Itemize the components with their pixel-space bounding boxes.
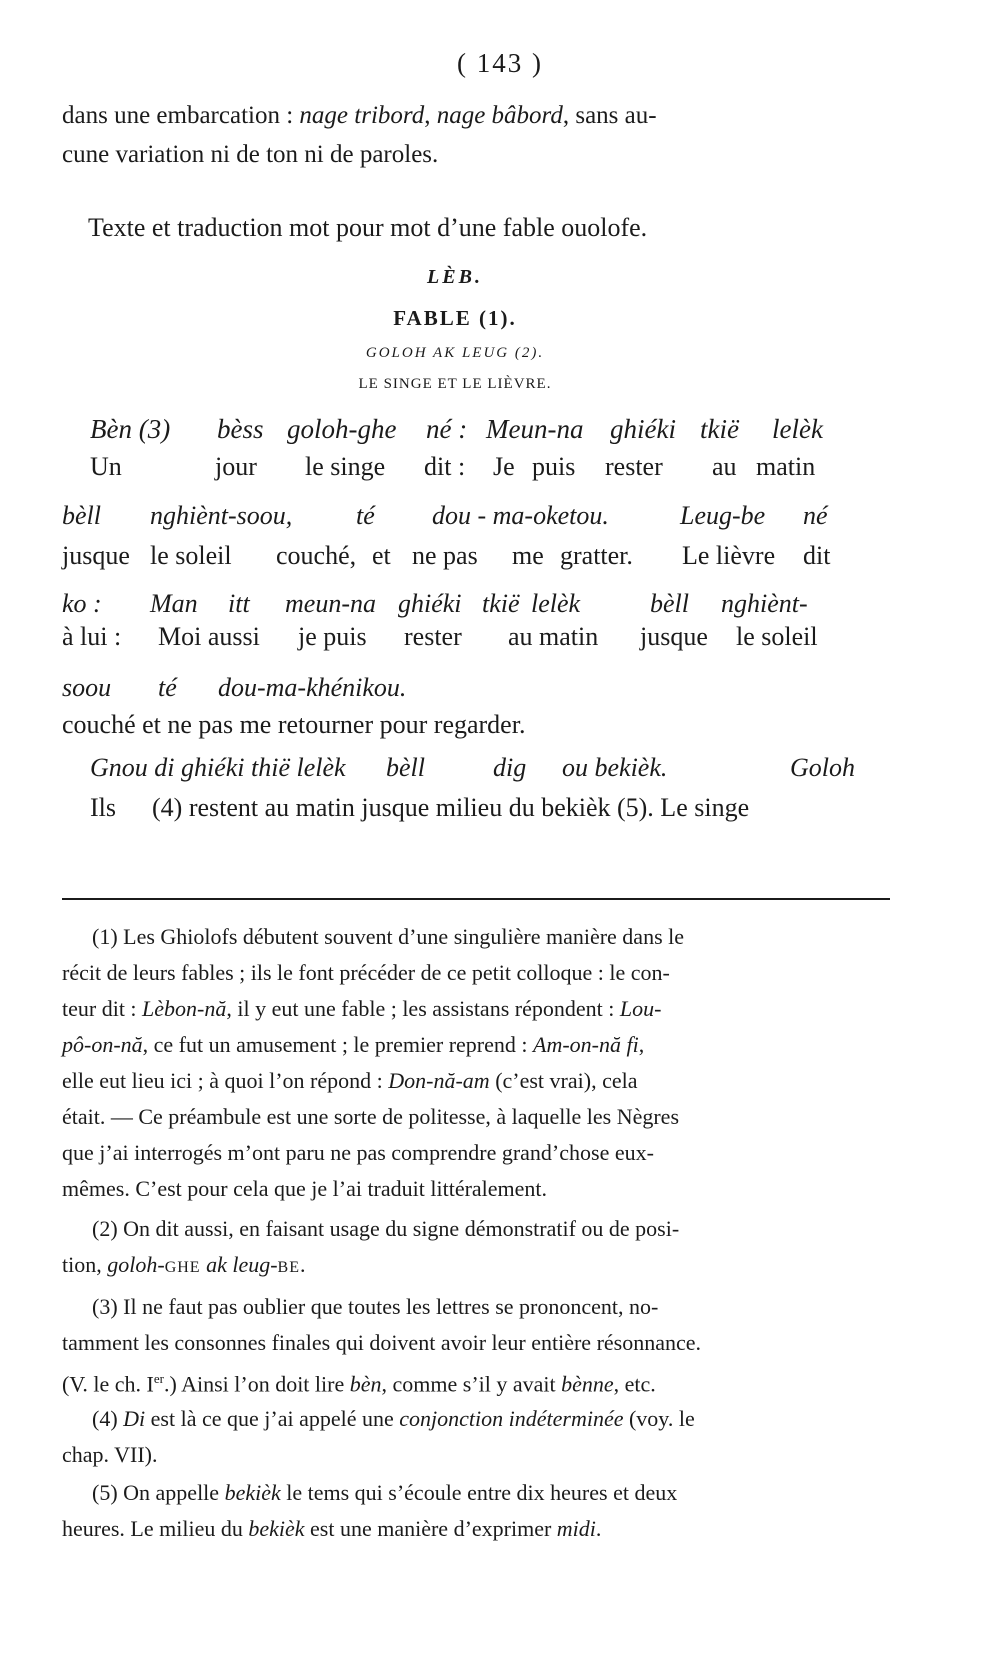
footnote-line: était. — Ce préambule est une sorte de politesse, à laquelle les Nègres [62, 1104, 680, 1129]
footnote-text: . [595, 1516, 602, 1541]
footnote-term: Don-nă-am [388, 1068, 490, 1093]
wolof-word: itt [228, 589, 250, 618]
footnote-text: (voy. le [623, 1406, 695, 1431]
footnote-text: , [638, 1032, 645, 1057]
intro-line-2: cune variation ni de ton ni de paroles. [62, 141, 439, 168]
footnote-term: midi [556, 1516, 596, 1541]
footnote-text: teur dit : [62, 996, 143, 1021]
intro-text: , [424, 102, 437, 129]
wolof-word: dig [493, 753, 527, 782]
french-word: gratter. [560, 541, 633, 570]
wolof-title: LÈB. [427, 266, 483, 288]
footnote-term: Lèbon-nă [142, 996, 227, 1021]
footnote-text: . [300, 1252, 306, 1277]
footnote-term: GHE [164, 1259, 201, 1276]
page-number: ( 143 ) [457, 48, 543, 78]
wolof-word: goloh-ghe [287, 414, 397, 444]
footnote-text: .) Ainsi l’on doit lire [163, 1371, 350, 1397]
footnote-term: BE [277, 1259, 300, 1276]
wolof-word: lelèk [531, 589, 581, 618]
footnote-text: , etc. [613, 1371, 656, 1397]
french-word: au [712, 452, 737, 481]
wolof-word: Leug-be [680, 501, 766, 530]
wolof-word: té [158, 673, 177, 702]
wolof-word: bèll [650, 589, 689, 618]
footnote-line [62, 1512, 890, 1546]
wolof-word: Gnou di ghiéki thië lelèk [90, 753, 346, 782]
footnote-text: (4) [92, 1406, 124, 1431]
french-word: Le lièvre [682, 541, 776, 570]
footnote-term: bekièk [248, 1516, 305, 1541]
french-word: (4) restent au matin jusque milieu du bekièk (5). Le singe [152, 793, 750, 822]
footnote-line: (1) Les Ghiolofs débutent souvent d’une singulière manière dans le [92, 924, 685, 949]
french-word: le soleil [150, 541, 232, 570]
wolof-word: nghiènt- [721, 589, 808, 618]
wolof-word: bèll [62, 501, 101, 530]
footnote-text: (5) On appelle [92, 1480, 225, 1505]
wolof-word: nghiènt-soou, [150, 501, 293, 530]
footnote-text: heures. Le milieu du [62, 1516, 249, 1541]
footnote-text: tion, [62, 1252, 108, 1277]
wolof-word: dou-ma-khénikou. [218, 673, 407, 702]
wolof-word: té [356, 501, 375, 530]
section-heading: Texte et traduction mot pour mot d’une fable ouolofe. [88, 213, 648, 242]
wolof-word: ghiéki [610, 414, 676, 444]
footnote-term: conjonction indéterminée [399, 1406, 624, 1431]
french-word: jusque [640, 622, 708, 651]
wolof-word: tkië [700, 414, 739, 444]
interlinear-french-4: couché et ne pas me retourner pour regarder. [62, 710, 526, 739]
french-word: je puis [298, 622, 367, 651]
wolof-word: Goloh [790, 753, 855, 782]
footnote-term: bekièk [224, 1480, 281, 1505]
footnote-line [62, 1028, 890, 1062]
french-word: Je [493, 452, 515, 481]
french-title: FABLE (1). [393, 306, 517, 330]
french-word: Ils [90, 793, 116, 822]
footnote-text: , il y eut une fable ; les assistans répondent : [226, 996, 620, 1021]
footnote-text: ak [200, 1252, 233, 1277]
french-word: le soleil [736, 622, 818, 651]
wolof-word: bèll [386, 753, 425, 782]
footnote-term: Am-on-nă fi [533, 1032, 639, 1057]
footnote-line: (2) On dit aussi, en faisant usage du signe démonstratif ou de posi- [92, 1216, 680, 1241]
footnote-line: tamment les consonnes finales qui doivent avoir leur entière résonnance. [62, 1330, 702, 1355]
intro-line-1 [62, 101, 657, 131]
footnote-line: récit de leurs fables ; ils le font précéder de ce petit colloque : le con- [62, 960, 670, 985]
wolof-word: Bèn (3) [90, 414, 171, 444]
wolof-word: ou bekièk. [562, 753, 668, 782]
french-word: me [512, 541, 544, 570]
intro-term-babord: nage bâbord [436, 102, 563, 129]
footnote-line: (3) Il ne faut pas oublier que toutes les lettres se prononcent, no- [92, 1294, 659, 1319]
footnote-separator [62, 898, 890, 900]
footnote-text: elle eut lieu ici ; à quoi l’on répond : [62, 1068, 389, 1093]
footnote-term: leug- [232, 1252, 278, 1277]
footnote-text: , ce fut un amusement ; le premier reprend : [142, 1032, 534, 1057]
french-word: jusque [62, 541, 130, 570]
footnote-term: bènne [561, 1371, 614, 1397]
french-word: rester [404, 622, 462, 651]
french-word: Moi aussi [158, 622, 260, 651]
french-word: puis [532, 452, 576, 481]
french-word: rester [605, 452, 663, 481]
footnote-text: est là ce que j’ai appelé une [145, 1406, 400, 1431]
footnote-line [92, 1476, 890, 1510]
french-word: le singe [305, 452, 386, 481]
wolof-word: soou [62, 673, 112, 702]
wolof-word: né [803, 501, 828, 530]
footnote-text: (c’est vrai), cela [489, 1068, 638, 1093]
footnote-term: bèn [349, 1371, 382, 1397]
footnote-text: , comme s’il y avait [381, 1371, 562, 1397]
footnote-superscript: er [153, 1371, 164, 1386]
footnote-term: pô-on-nă [62, 1032, 143, 1057]
intro-term-tribord: nage tribord [299, 102, 425, 129]
footnote-line [62, 992, 890, 1026]
footnote-text: (V. le ch. I [62, 1371, 154, 1397]
french-subtitle: LE SINGE ET LE LIÈVRE. [358, 376, 552, 392]
french-word: au matin [508, 622, 599, 651]
footnote-term: Di [123, 1406, 146, 1431]
french-word: couché, [276, 541, 357, 570]
french-word: matin [756, 452, 816, 481]
footnote-line [62, 1064, 890, 1098]
wolof-word: né : [426, 414, 468, 444]
french-word: Un [90, 452, 122, 481]
french-word: dit : [424, 452, 466, 481]
french-word: ne pas [412, 541, 478, 570]
french-word: jour [215, 452, 257, 481]
wolof-word: Meun-na [486, 414, 584, 444]
french-word: à lui : [62, 622, 122, 651]
wolof-word: ghiéki [398, 589, 462, 618]
wolof-word: dou - ma-oketou. [432, 501, 609, 530]
wolof-word: tkië [482, 589, 520, 618]
wolof-word: ko : [62, 589, 102, 618]
footnote-text: le tems qui s’écoule entre dix heures et deux [280, 1480, 678, 1505]
footnote-line: chap. VII). [62, 1442, 158, 1467]
footnote-line [92, 1402, 890, 1436]
wolof-word: bèss [217, 414, 264, 444]
wolof-word: Man [150, 589, 198, 618]
intro-text: dans une embarcation : [62, 102, 300, 129]
footnote-term: Lou- [619, 996, 662, 1021]
footnote-line [62, 1362, 890, 1401]
french-word: dit [803, 541, 831, 570]
footnote-line: que j’ai interrogés m’ont paru ne pas comprendre grand’chose eux- [62, 1140, 654, 1165]
footnote-line: mêmes. C’est pour cela que je l’ai traduit littéralement. [62, 1176, 548, 1201]
wolof-word: lelèk [772, 414, 823, 444]
footnote-line [62, 1248, 890, 1285]
wolof-subtitle: GOLOH AK LEUG (2). [365, 345, 545, 361]
footnote-term: goloh- [107, 1252, 165, 1277]
wolof-word: meun-na [285, 589, 376, 618]
intro-text: , sans au- [562, 102, 657, 129]
footnote-text: est une manière d’exprimer [304, 1516, 557, 1541]
french-word: et [372, 541, 391, 570]
